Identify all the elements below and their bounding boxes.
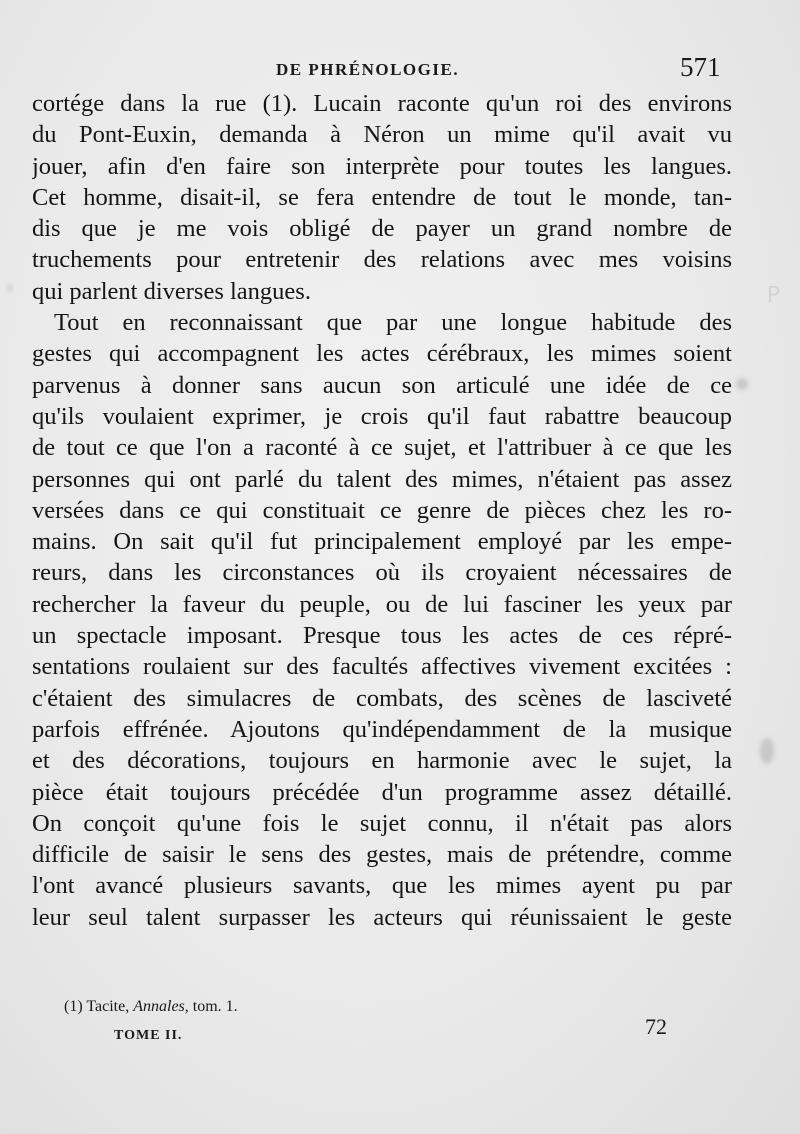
text-line: gestes qui accompagnent les actes cérébraux, les mimes soient [32, 340, 732, 368]
text-line: difficile de saisir le sens des gestes, mais de prétendre, comme [32, 841, 732, 869]
signature-number: 72 [645, 1014, 667, 1039]
text-line: versées dans ce qui constituait ce genre de pièces chez les ro- [32, 496, 732, 524]
bleed-through-mark: ꟼ [766, 282, 780, 307]
body-text [32, 88, 732, 933]
text-line: Tout en reconnaissant que par une longue habitude des [54, 309, 732, 337]
text-line: jouer, afin d'en faire son interprète pour toutes les langues. [32, 152, 732, 180]
text-line: un spectacle imposant. Presque tous les actes de ces répré- [32, 622, 732, 650]
text-line: qui parlent diverses langues. [32, 277, 311, 305]
text-line: dis que je me vois obligé de payer un grand nombre de [32, 215, 732, 243]
text-line: mains. On sait qu'il fut principalement employé par les empe- [32, 528, 732, 556]
footnote [64, 998, 238, 1016]
text-line: pièce était toujours précédée d'un programme assez détaillé. [32, 778, 732, 806]
footnote-work-title: Annales [133, 998, 185, 1015]
text-line: On conçoit qu'une fois le sujet connu, il n'était pas alors [32, 809, 732, 837]
text-line: Cet homme, disait-il, se fera entendre de tout le monde, tan- [32, 183, 732, 211]
signature-mark: TOME II. [114, 1028, 183, 1043]
text-line: du Pont-Euxin, demanda à Néron un mime qu'il avait vu [32, 121, 732, 149]
text-line: sentations roulaient sur des facultés affectives vivement excitées : [32, 653, 732, 681]
text-line: reurs, dans les circonstances où ils croyaient nécessaires de [32, 559, 732, 587]
text-line: truchements pour entretenir des relations avec mes voisins [32, 246, 732, 274]
text-line: cortége dans la rue (1). Lucain raconte qu'un roi des environs [32, 90, 732, 117]
paper-smudge [736, 378, 748, 390]
running-head [0, 52, 800, 92]
footnote-rest: , tom. 1. [184, 998, 238, 1015]
text-line: de tout ce que l'on a raconté à ce sujet, et l'attribuer à ce que les [32, 434, 732, 462]
text-line: rechercher la faveur du peuple, ou de lui fasciner les yeux par [32, 590, 732, 618]
text-line: qu'ils voulaient exprimer, je crois qu'il faut rabattre beaucoup [32, 402, 732, 430]
running-title: DE PHRÉNOLOGIE. [276, 60, 460, 79]
page-number: 571 [680, 52, 721, 82]
text-line: leur seul talent surpasser les acteurs qui réunissaient le geste [32, 903, 732, 931]
text-line: personnes qui ont parlé du talent des mimes, n'étaient pas assez [32, 465, 732, 493]
footnote-marker: (1) Tacite, [64, 998, 134, 1015]
text-line: l'ont avancé plusieurs savants, que les mimes ayent pu par [32, 872, 732, 900]
text-line: et des décorations, toujours en harmonie avec le sujet, la [32, 747, 732, 775]
text-line: parfois effrénée. Ajoutons qu'indépendamment de la musique [32, 715, 732, 743]
paper-smudge [8, 284, 12, 292]
text-line: parvenus à donner sans aucun son articulé une idée de ce [32, 371, 732, 399]
text-line: c'étaient des simulacres de combats, des scènes de lasciveté [32, 684, 732, 712]
paper-smudge [760, 738, 774, 764]
